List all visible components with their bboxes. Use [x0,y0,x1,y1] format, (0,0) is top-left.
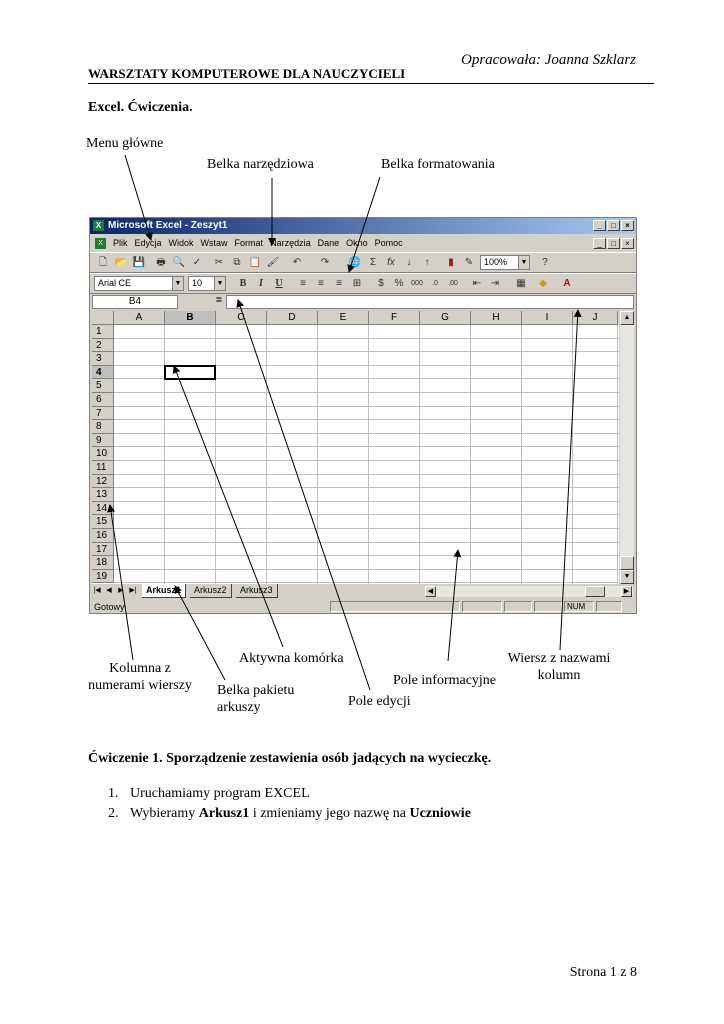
excel-app-icon: X [93,220,104,231]
status-text: Gotowy [94,602,125,612]
row-header-7[interactable]: 7 [92,407,114,421]
menu-pomoc[interactable]: Pomoc [374,238,403,248]
step-2-mid: i zmieniamy jego nazwę na [249,806,410,821]
menu-okno[interactable]: Okno [346,238,368,248]
prev-sheet-icon[interactable]: ◀ [106,587,112,594]
column-header-h[interactable]: H [471,311,522,325]
open-icon[interactable]: 📂 [114,257,128,268]
step-2-pre: Wybieramy [130,806,199,821]
menu-widok[interactable]: Widok [168,238,194,248]
row-header-5[interactable]: 5 [92,379,114,393]
column-header-d[interactable]: D [267,311,318,325]
row-header-1[interactable]: 1 [92,325,114,339]
label-main-menu: Menu główne [86,136,164,151]
arrow-formatting [349,177,380,272]
row-header-9[interactable]: 9 [92,434,114,448]
column-header-a[interactable]: A [114,311,165,325]
row-header-6[interactable]: 6 [92,393,114,407]
font-size-value: 10 [192,278,203,288]
arrow-info-field [448,550,458,661]
spelling-icon[interactable]: ✓ [192,257,202,268]
arrow-row-numbers [110,505,133,660]
workbook-icon[interactable]: X [95,238,106,249]
menu-dane[interactable]: Dane [317,238,340,248]
minimize-icon[interactable]: _ [593,220,606,231]
label-edit-field: Pole edycji [348,694,411,709]
increase-indent-icon[interactable]: ⇥ [490,278,500,289]
close-icon[interactable]: × [621,220,634,231]
row-header-3[interactable]: 3 [92,352,114,366]
borders-icon[interactable]: ▦ [516,278,526,289]
sheet-tab-arkusz3[interactable]: Arkusz3 [236,584,278,598]
zoom-value: 100% [484,257,508,267]
align-left-icon[interactable]: ≡ [300,278,306,289]
align-right-icon[interactable]: ≡ [336,278,342,289]
scroll-right-icon[interactable]: ▶ [621,586,632,597]
scroll-up-icon[interactable]: ▲ [620,311,634,325]
paste-icon[interactable]: 📋 [248,257,262,268]
font-name-value: Arial CE [98,278,132,288]
doc-minimize-icon[interactable]: _ [593,238,606,249]
column-header-b[interactable]: B [165,311,216,325]
doc-restore-icon[interactable]: □ [607,238,620,249]
label-toolbar: Belka narzędziowa [207,157,314,172]
step-2-new-name: Uczniowie [409,806,471,821]
label-sheet-tabs-line2: arkuszy [217,700,261,715]
sheet-tab-arkusz1[interactable]: Arkusz1 [142,584,186,598]
step-1: 1. Uruchamiamy program EXCEL [108,786,310,801]
font-color-icon[interactable]: A [563,278,571,289]
step-2-sheet-name: Arkusz1 [198,806,250,821]
chevron-down-icon[interactable]: ▼ [518,256,529,269]
first-sheet-icon[interactable]: |◀ [93,587,101,594]
author-line: Opracowała: Joanna Szklarz [461,52,636,68]
arrow-main-menu [125,155,151,240]
sort-asc-icon[interactable]: ↓ [406,257,412,268]
row-header-13[interactable]: 13 [92,488,114,502]
underline-button[interactable]: U [275,278,283,289]
equals-button[interactable]: = [216,295,222,306]
thousands-button[interactable]: 000 [411,280,423,287]
maximize-icon[interactable]: □ [607,220,620,231]
scroll-down-icon[interactable]: ▼ [620,570,634,584]
italic-button[interactable]: I [259,278,263,289]
label-sheet-tabs-line1: Belka pakietu [217,683,295,698]
bold-button[interactable]: B [239,278,247,289]
section-title: Excel. Ćwiczenia. [88,100,193,115]
fill-color-icon[interactable]: ◆ [539,278,547,289]
format-painter-icon[interactable]: 🖌 [266,257,280,268]
drawing-icon[interactable]: ✎ [464,257,474,268]
column-header-f[interactable]: F [369,311,420,325]
row-header-17[interactable]: 17 [92,543,114,557]
menu-narzedzia[interactable]: Narzędzia [270,238,311,248]
sort-desc-icon[interactable]: ↑ [424,257,430,268]
preview-icon[interactable]: 🔍 [172,257,186,268]
menu-format[interactable]: Format [234,238,264,248]
column-header-j[interactable]: J [573,311,618,325]
menu-edycja[interactable]: Edycja [134,238,162,248]
row-header-12[interactable]: 12 [92,475,114,489]
function-icon[interactable]: fx [387,257,395,268]
increase-decimal-icon[interactable]: .0 [432,280,438,287]
row-header-8[interactable]: 8 [92,420,114,434]
last-sheet-icon[interactable]: ▶| [129,587,137,594]
row-header-11[interactable]: 11 [92,461,114,475]
chart-wizard-icon[interactable]: ▮ [448,257,454,268]
row-header-16[interactable]: 16 [92,529,114,543]
redo-icon[interactable]: ↷ [320,257,330,268]
row-header-14[interactable]: 14 [92,502,114,516]
step-1-text: Uruchamiamy program EXCEL [130,786,310,801]
autosum-icon[interactable]: Σ [369,257,377,268]
label-info-field: Pole informacyjne [393,673,497,688]
align-center-icon[interactable]: ≡ [318,278,324,289]
currency-icon[interactable]: $ [378,278,384,289]
num-lock-indicator: NUM [564,601,594,612]
name-box-value: B4 [128,296,142,307]
arrow-column-names [560,310,578,650]
label-column-names-line2: kolumn [537,668,581,683]
row-header-18[interactable]: 18 [92,556,114,570]
next-sheet-icon[interactable]: ▶ [118,587,124,594]
row-header-2[interactable]: 2 [92,339,114,353]
label-column-names-line1: Wiersz z nazwami [507,651,611,666]
percent-button[interactable]: % [394,278,404,289]
sheet-tab-arkusz2[interactable]: Arkusz2 [190,584,232,598]
copy-icon[interactable]: ⧉ [233,257,241,268]
exercise-steps [108,784,471,824]
hyperlink-icon[interactable]: 🌐 [348,257,362,268]
save-icon[interactable]: 💾 [132,257,146,268]
new-icon[interactable]: 🗋 [98,257,108,268]
label-active-cell: Aktywna komórka [239,651,344,666]
undo-icon[interactable]: ↶ [292,257,302,268]
page-footer: Strona 1 z 8 [569,965,637,980]
merge-center-icon[interactable]: ⊞ [352,278,362,289]
menu-plik[interactable]: Plik [113,238,128,248]
doc-close-icon[interactable]: × [621,238,634,249]
chevron-down-icon[interactable]: ▼ [214,277,225,290]
exercise-title: Ćwiczenie 1. Sporządzenie zestawienia osób jadących na wycieczkę. [88,751,492,766]
decrease-decimal-icon[interactable]: .00 [448,280,458,287]
excel-window-title: Microsoft Excel - Zeszyt1 [108,220,228,231]
help-icon[interactable]: ? [542,257,548,268]
arrow-sheet-tabs [175,586,225,680]
column-header-e[interactable]: E [318,311,369,325]
column-header-i[interactable]: I [522,311,573,325]
row-header-19[interactable]: 19 [92,570,114,584]
column-header-c[interactable]: C [216,311,267,325]
row-header-15[interactable]: 15 [92,515,114,529]
row-header-4[interactable]: 4 [92,366,114,380]
label-row-numbers-line1: Kolumna z [109,661,171,676]
scroll-left-icon[interactable]: ◀ [425,586,436,597]
chevron-down-icon[interactable]: ▼ [172,277,183,290]
label-formatting: Belka formatowania [381,157,495,172]
label-row-numbers-line2: numerami wierszy [88,678,192,693]
arrow-active-cell [174,366,283,647]
step-2: 2. Wybieramy Arkusz1 i zmieniamy jego nazwę na Uczniowie [108,806,471,821]
decrease-indent-icon[interactable]: ⇤ [472,278,482,289]
menu-wstaw[interactable]: Wstaw [200,238,228,248]
document-header-title: WARSZTATY KOMPUTEROWE DLA NAUCZYCIELI [88,66,654,84]
cut-icon[interactable]: ✂ [214,257,224,268]
print-icon[interactable]: 🖶 [156,257,166,268]
arrow-edit-field [238,300,370,690]
row-header-10[interactable]: 10 [92,447,114,461]
column-header-g[interactable]: G [420,311,471,325]
